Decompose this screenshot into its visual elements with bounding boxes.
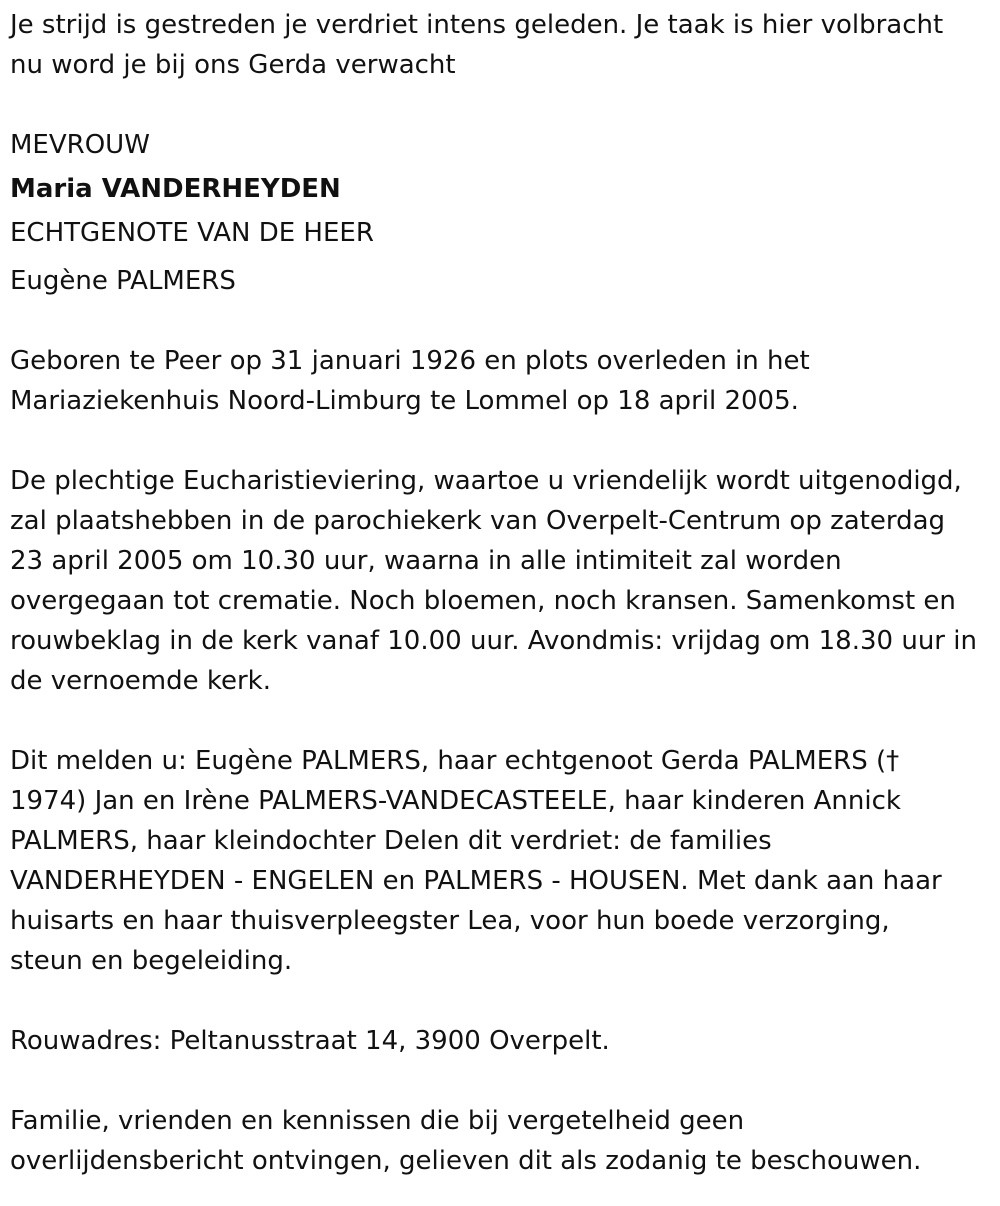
announcement-line: huisarts en haar thuisverpleegster Lea, voor hun boede verzorging, (10, 906, 890, 936)
deceased-name: Maria VANDERHEYDEN (10, 174, 341, 204)
ceremony-line: zal plaatshebben in de parochiekerk van Overpelt-Centrum op zaterdag (10, 506, 946, 536)
ceremony-line: 23 april 2005 om 10.30 uur, waarna in alle intimiteit zal worden (10, 546, 842, 576)
heading-block (10, 125, 995, 301)
mourning-address: Rouwadres: Peltanusstraat 14, 3900 Overpelt. (10, 1026, 610, 1056)
announcement-line: PALMERS, haar kleindochter Delen dit verdriet: de families (10, 826, 772, 856)
closing-line: Familie, vrienden en kennissen die bij vergetelheid geen (10, 1106, 745, 1136)
poem-line: Je strijd is gestreden je verdriet intens geleden. Je taak is hier volbracht (10, 10, 944, 40)
honorific-title: MEVROUW (10, 130, 150, 160)
spouse-name: Eugène PALMERS (10, 266, 236, 296)
announcement-line: steun en begeleiding. (10, 946, 293, 976)
closing-line: overlijdensbericht ontvingen, gelieven dit als zodanig te beschouwen. (10, 1146, 922, 1176)
ceremony-line: rouwbeklag in de kerk vanaf 10.00 uur. Avondmis: vrijdag om 18.30 uur in (10, 626, 977, 656)
closing-paragraph (10, 1101, 995, 1181)
announcement-line: Dit melden u: Eugène PALMERS, haar echtgenoot Gerda PALMERS († (10, 746, 900, 776)
announcement-line: VANDERHEYDEN - ENGELEN en PALMERS - HOUSEN. Met dank aan haar (10, 866, 942, 896)
poem-line: nu word je bij ons Gerda verwacht (10, 50, 456, 80)
obituary-document (10, 5, 995, 1181)
ceremony-line: overgegaan tot crematie. Noch bloemen, noch kransen. Samenkomst en (10, 586, 956, 616)
poem-paragraph (10, 5, 995, 85)
ceremony-line: de vernoemde kerk. (10, 666, 271, 696)
ceremony-line: De plechtige Eucharistieviering, waartoe u vriendelijk wordt uitgenodigd, (10, 466, 962, 496)
address-paragraph (10, 1021, 995, 1061)
birth-death-line: Geboren te Peer op 31 januari 1926 en plots overleden in het (10, 346, 810, 376)
relation-line: ECHTGENOTE VAN DE HEER (10, 218, 374, 248)
ceremony-paragraph (10, 461, 995, 701)
birth-death-line: Mariaziekenhuis Noord-Limburg te Lommel op 18 april 2005. (10, 386, 799, 416)
birth-death-paragraph (10, 341, 995, 421)
announcement-line: 1974) Jan en Irène PALMERS-VANDECASTEELE, haar kinderen Annick (10, 786, 901, 816)
announcement-paragraph (10, 741, 995, 981)
